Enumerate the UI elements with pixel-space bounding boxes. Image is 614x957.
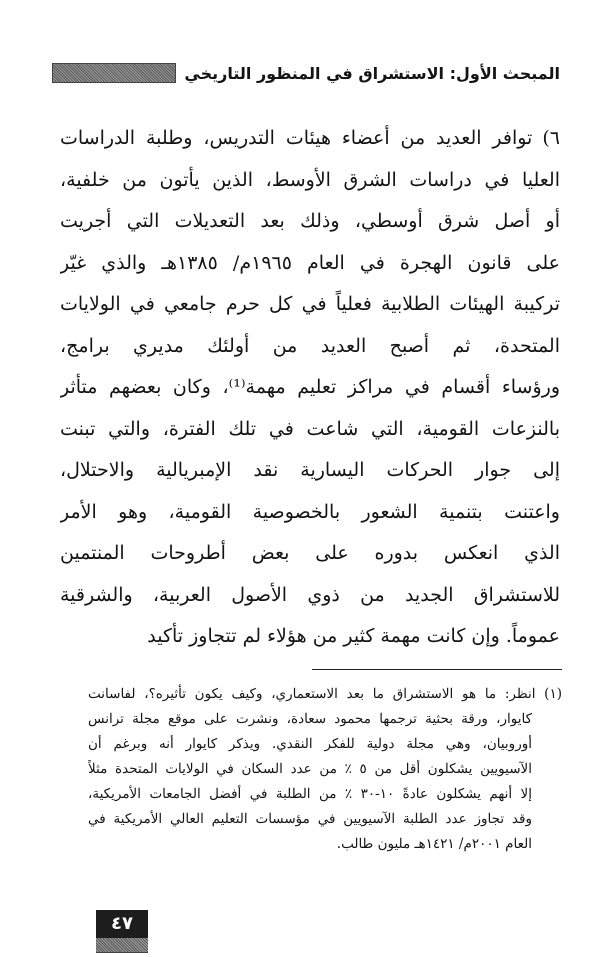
body-line: أو أصل شرق أوسطي، وذلك بعد التعديلات التي أجريت [60,210,560,232]
footnote-line: الآسيويين يشكلون أقل من ٥ ٪ من عدد السكان في الولايات المتحدة مثلاً [88,761,532,777]
body-line: الذي انعكس بدوره على بعض أطروحات المنتمين [60,542,560,564]
footnote-line: إلا أنهم يشكلون عادةً ١٠-٣٠ ٪ من الطلبة في أفضل الجامعات الأمريكية، [88,786,532,802]
body-line: إلى جوار الحركات اليسارية نقد الإمبريالية والاحتلال، [60,459,560,481]
section-title: المبحث الأول: الاستشراق في المنظور التاريخي [184,63,560,83]
body-line: تركيبة الهيئات الطلابية فعلياً في كل حرم جامعي في الولايات [60,293,560,315]
running-header [52,58,560,88]
list-item-number: ٦) [542,127,560,149]
body-line: بالنزعات القومية، التي شاعت في تلك الفترة، والتي تبنت [60,417,560,440]
body-line-text: توافر العديد من أعضاء هيئات التدريس، وطلبة الدراسات [60,127,533,149]
footnote-line: كايوار، ورقة بحثية ترجمها محمود سعادة، ونشرت على موقع مجلة ترانس [88,711,532,727]
footnote-line: أوروبيان، وهي مجلة دولية للفكر النقدي. ويذكر كايوار أنه وبرغم أن [88,736,532,752]
body-line: المتحدة، ثم أصبح العديد من أولئك مديري برامج، [60,334,560,357]
body-line: واعتنت بتنمية الشعور بالخصوصية القومية، وهو الأمر [60,500,560,523]
body-line: على قانون الهجرة في العام ١٩٦٥م/ ١٣٨٥هـ والذي غيّر [60,251,560,274]
body-line: للاستشراق الجديد من ذوي الأصول العربية، والشرقية [60,583,560,606]
body-line: عموماً. وإن كانت مهمة كثير من هؤلاء لم تتجاوز تأكيد [147,625,560,647]
page-number: ٤٧ [96,910,148,938]
header-ornament-bar [52,63,176,83]
footnote-line: (١) انظر: ما هو الاستشراق ما بعد الاستعماري، وكيف يكون تأثيره؟، لفاسانت [88,686,562,702]
body-line [60,118,560,160]
footnote-line: وقد تجاوز عدد الطلبة الآسيويين في مؤسسات التعليم العالي الأمريكية في [88,811,532,827]
main-text [60,118,560,658]
page-number-block [96,910,148,954]
body-line: ورؤساء أقسام في مراكز تعليم مهمة⁽¹⁾، وكان بعضهم متأثر [60,376,560,398]
body-line: العليا في دراسات الشرق الأوسط، الذين يأتون من خلفية، [60,168,560,191]
page-number-ornament [96,938,148,953]
footnote-line: العام ٢٠٠١م/ ١٤٢١هـ مليون طالب. [336,836,532,852]
footnote-separator [312,669,562,670]
footnotes [88,682,562,857]
